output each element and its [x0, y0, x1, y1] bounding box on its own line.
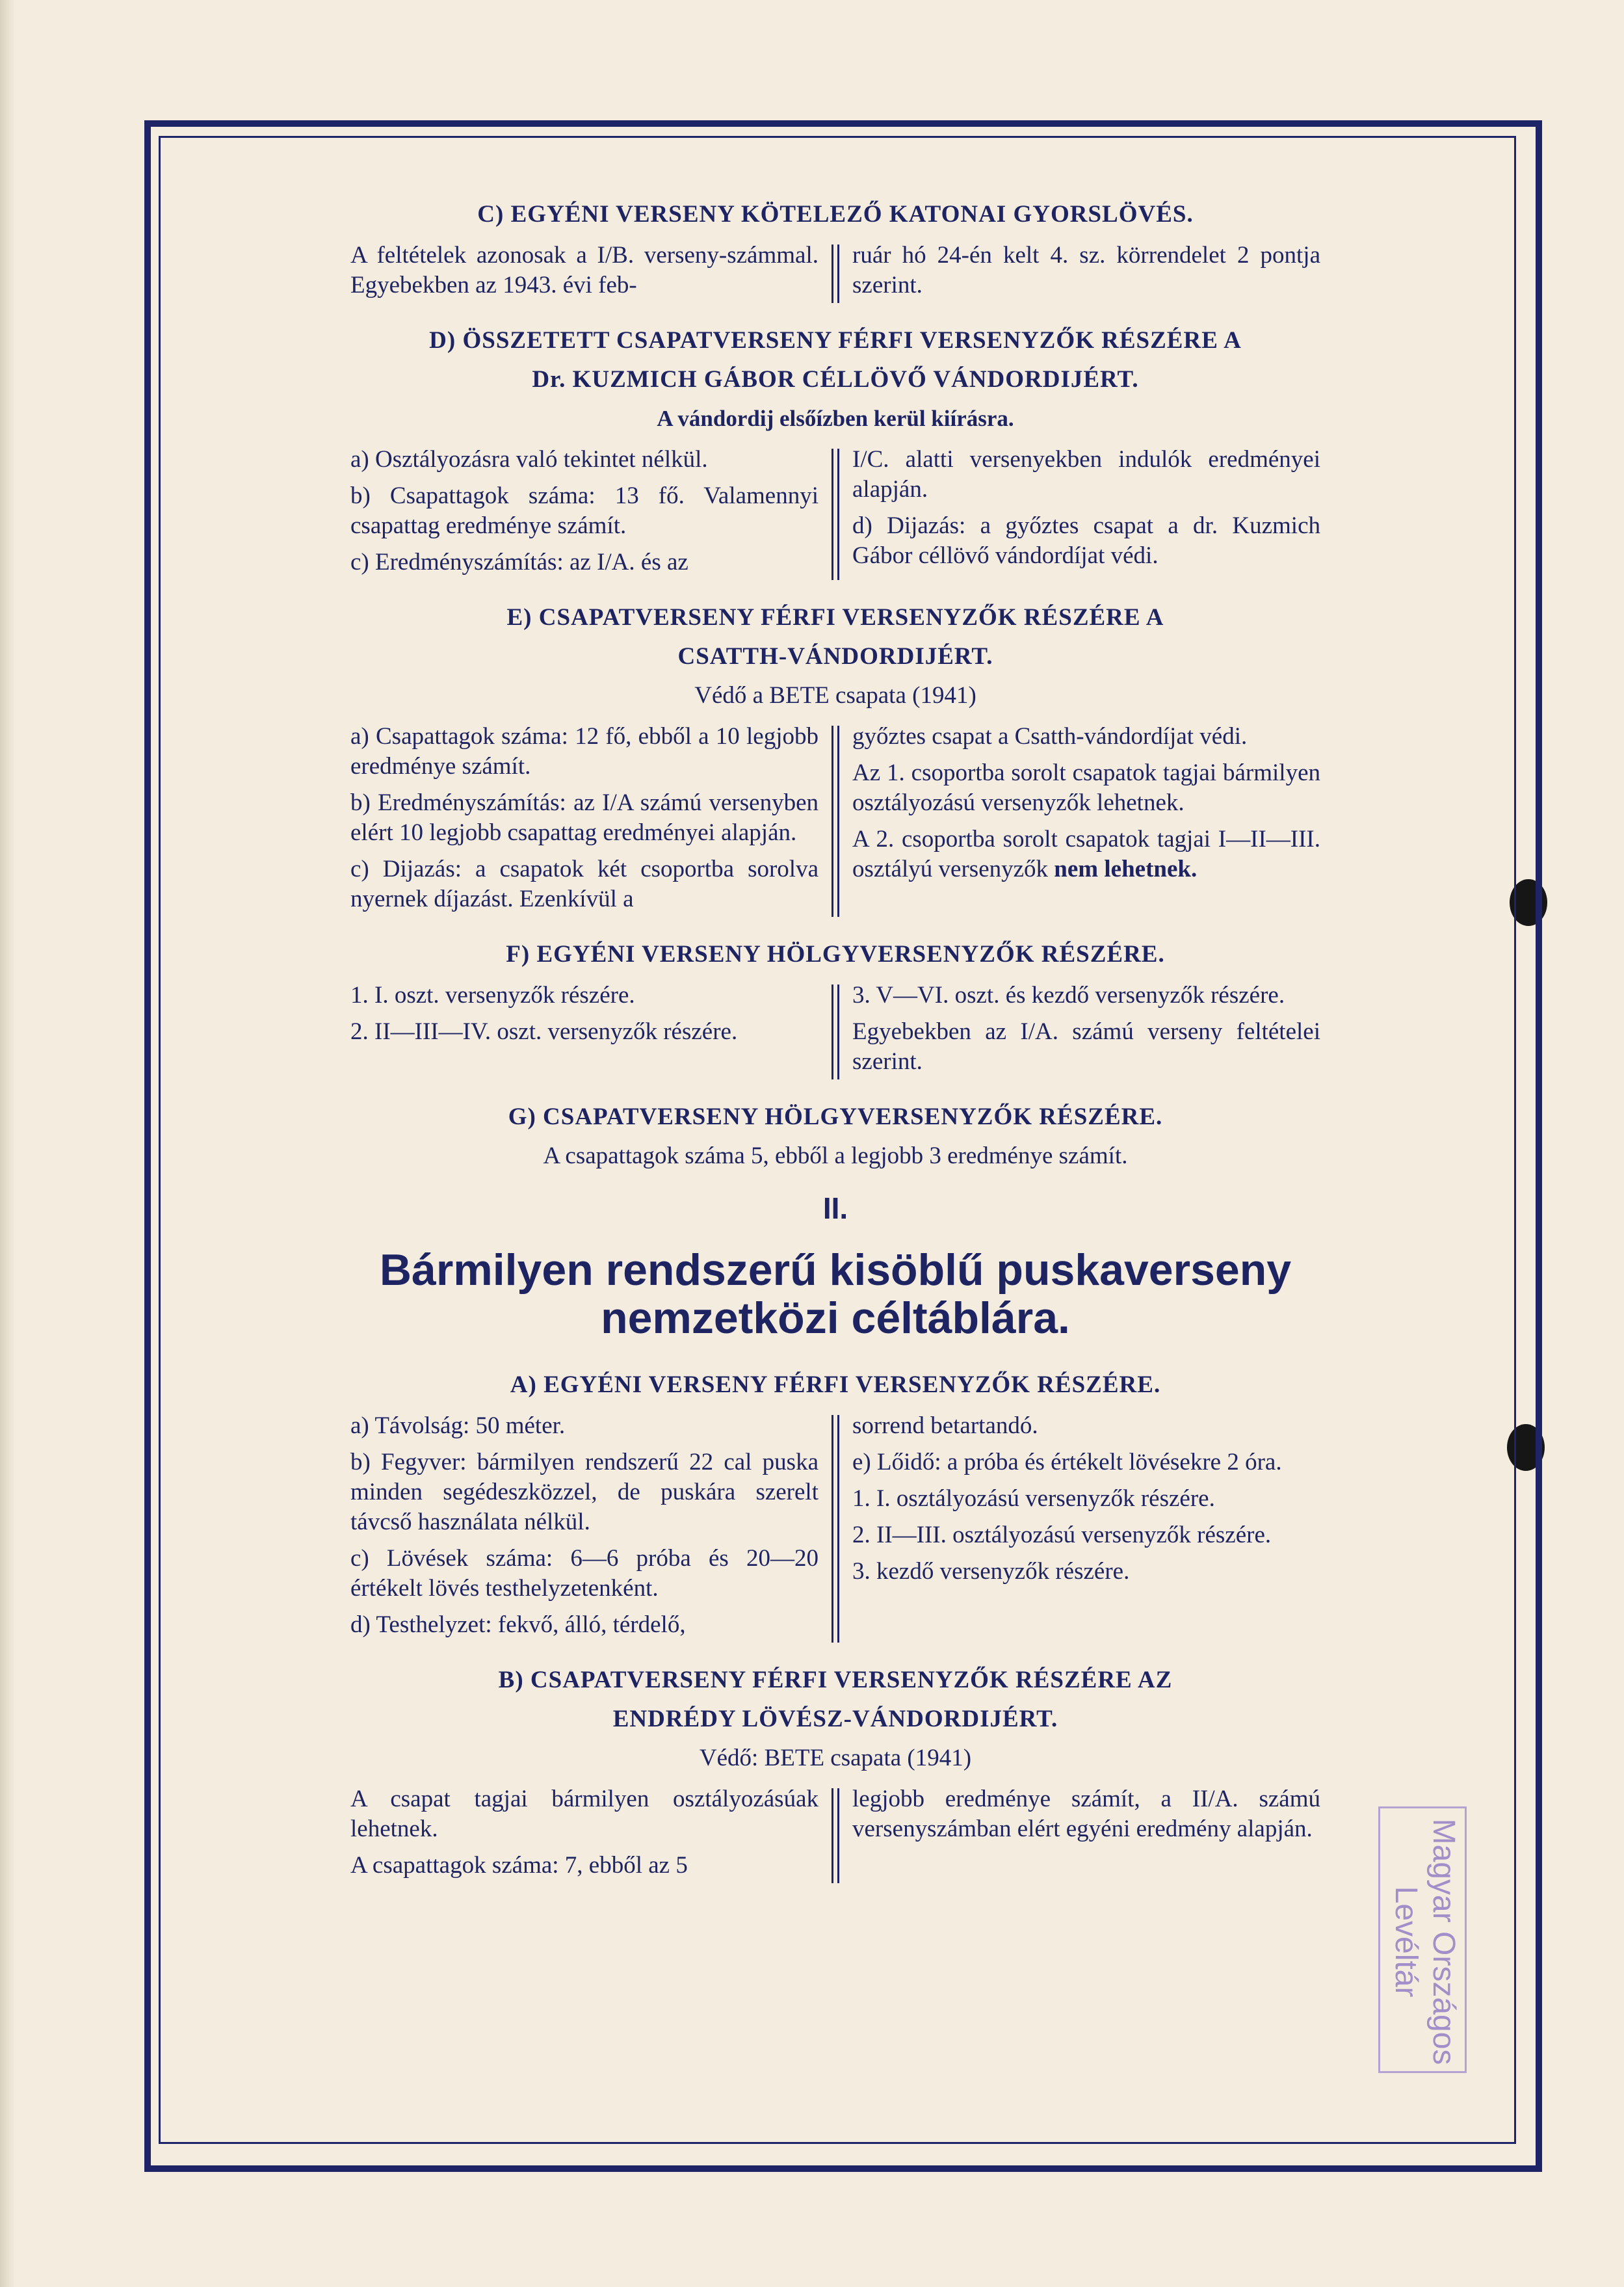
- paragraph: b) Eredményszámítás: az I/A számú versenyben elért 10 legjobb csapattag eredményei alapján.: [350, 789, 819, 846]
- section-g-title: G) CSAPATVERSENY HÖLGYVERSENYZŐK RÉSZÉRE.: [508, 1104, 1163, 1130]
- section-b2-subtitle: Védő: BETE csapata (1941): [699, 1745, 972, 1771]
- headline-line: nemzetközi céltáblára.: [601, 1293, 1070, 1343]
- paragraph: c) Dijazás: a csapatok két csoportba sorolva nyernek díjazást. Ezenkívül a: [350, 856, 819, 912]
- paragraph: Az 1. csoportba sorolt csapatok tagjai bármilyen osztályozású versenyzők lehetnek.: [852, 760, 1320, 816]
- section-f-title: F) EGYÉNI VERSENY HÖLGYVERSENYZŐK RÉSZÉRE.: [506, 941, 1165, 968]
- bold-text: nem lehetnek.: [1054, 856, 1198, 882]
- paragraph: c) Eredményszámítás: az I/A. és az: [350, 549, 688, 575]
- column-divider: [832, 726, 839, 917]
- paragraph-text: A 2. csoportba sorolt csapatok tagjai I—II—III. osztályú versenyzők: [852, 826, 1320, 882]
- column-divider: [832, 245, 839, 303]
- section-g-subtitle: A csapattagok száma 5, ebből a legjobb 3 eredménye számít.: [543, 1143, 1128, 1169]
- section-d-subtitle: A vándordij elsőízben kerül kiírásra.: [657, 406, 1014, 431]
- right-column: [839, 1411, 1320, 1646]
- paragraph: ruár hó 24-én kelt 4. sz. körrendelet 2 pontja szerint.: [852, 242, 1320, 298]
- column-divider: [832, 1788, 839, 1883]
- paragraph: d) Dijazás: a győztes csapat a dr. Kuzmich Gábor céllövő vándordíjat védi.: [852, 512, 1320, 569]
- left-column: [350, 445, 832, 584]
- column-divider: [832, 1415, 839, 1643]
- section-c-title: C) EGYÉNI VERSENY KÖTELEZŐ KATONAI GYORSLÖVÉS.: [477, 201, 1194, 228]
- section-b2-title: B) CSAPATVERSENY FÉRFI VERSENYZŐK RÉSZÉRE AZ: [498, 1667, 1173, 1693]
- paragraph: 1. I. oszt. versenyzők részére.: [350, 982, 635, 1009]
- right-column: [839, 445, 1320, 584]
- section-e-title-2: CSATTH-VÁNDORDIJÉRT.: [677, 643, 993, 670]
- section-d-title: D) ÖSSZETETT CSAPATVERSENY FÉRFI VERSENYZŐK RÉSZÉRE A: [429, 327, 1242, 354]
- paragraph: legjobb eredménye számít, a II/A. számú versenyszámban elért egyéni eredmény alapján.: [852, 1786, 1320, 1842]
- left-column: [350, 981, 832, 1083]
- right-column: [839, 722, 1320, 921]
- paragraph: a) Csapattagok száma: 12 fő, ebből a 10 legjobb eredménye számít.: [350, 723, 819, 780]
- paragraph: a) Osztályozásra való tekintet nélkül.: [350, 446, 708, 473]
- section-f-columns: [170, 981, 1500, 1083]
- left-column: [350, 1411, 832, 1646]
- paragraph: c) Lövések száma: 6—6 próba és 20—20 értékelt lövés testhelyzetenként.: [350, 1545, 819, 1602]
- section-c-columns: [170, 241, 1500, 307]
- paragraph: I/C. alatti versenyekben indulók eredményei alapján.: [852, 446, 1320, 503]
- paragraph: 3. V—VI. oszt. és kezdő versenyzők részére.: [852, 982, 1285, 1009]
- section-a2-title: A) EGYÉNI VERSENY FÉRFI VERSENYZŐK RÉSZÉRE.: [510, 1371, 1161, 1398]
- stamp-line: Levéltár: [1389, 1886, 1423, 1998]
- section-b2-title-2: ENDRÉDY LÖVÉSZ-VÁNDORDIJÉRT.: [612, 1706, 1058, 1732]
- archive-stamp: [1378, 1806, 1467, 2073]
- paragraph: [852, 825, 1320, 884]
- headline-line: Bármilyen rendszerű kisöblű puskaverseny: [379, 1245, 1292, 1295]
- paragraph: A csapattagok száma: 7, ebből az 5: [350, 1852, 688, 1879]
- right-column: [839, 1784, 1320, 1887]
- column-divider: [832, 449, 839, 580]
- section-e-subtitle: Védő a BETE csapata (1941): [694, 682, 976, 709]
- paragraph: A csapat tagjai bármilyen osztályozásúak lehetnek.: [350, 1786, 819, 1842]
- paragraph: A feltételek azonosak a I/B. verseny-számmal. Egyebekben az 1943. évi feb-: [350, 242, 819, 298]
- paragraph: 2. II—III. osztályozású versenyzők részére.: [852, 1522, 1272, 1548]
- section-e-columns: [170, 722, 1500, 921]
- paragraph: b) Csapattagok száma: 13 fő. Valamennyi csapattag eredménye számít.: [350, 483, 819, 539]
- paragraph: b) Fegyver: bármilyen rendszerű 22 cal puska minden segédeszközzel, de puskára szerelt távcső használata nélkül.: [350, 1449, 819, 1535]
- part-headline: [170, 1246, 1500, 1342]
- column-divider: [832, 985, 839, 1079]
- left-column: [350, 1784, 832, 1887]
- section-d-columns: [170, 445, 1500, 584]
- paragraph: 3. kezdő versenyzők részére.: [852, 1558, 1130, 1585]
- paragraph: győztes csapat a Csatth-vándordíjat védi.: [852, 723, 1248, 750]
- paper-edge: [0, 0, 14, 2287]
- part-number: II.: [822, 1191, 848, 1225]
- section-d-title-2: Dr. KUZMICH GÁBOR CÉLLÖVŐ VÁNDORDIJÉRT.: [532, 366, 1139, 393]
- stamp-text: [1387, 1819, 1462, 2065]
- section-b2-columns: [170, 1784, 1500, 1887]
- left-column: [350, 722, 832, 921]
- section-e-title: E) CSAPATVERSENY FÉRFI VERSENYZŐK RÉSZÉRE A: [506, 604, 1164, 631]
- paragraph: 2. II—III—IV. oszt. versenyzők részére.: [350, 1018, 738, 1045]
- paragraph: a) Távolság: 50 méter.: [350, 1412, 566, 1439]
- paragraph: e) Lőidő: a próba és értékelt lövésekre 2 óra.: [852, 1449, 1282, 1475]
- paragraph: d) Testhelyzet: fekvő, álló, térdelő,: [350, 1611, 686, 1638]
- stamp-line: Magyar Országos: [1426, 1818, 1461, 2065]
- right-column: [839, 981, 1320, 1083]
- left-column: [350, 241, 832, 307]
- paragraph: sorrend betartandó.: [852, 1412, 1038, 1439]
- paragraph: Egyebekben az I/A. számú verseny feltételei szerint.: [852, 1018, 1320, 1075]
- section-a2-columns: [170, 1411, 1500, 1646]
- document-body: [170, 195, 1500, 1901]
- right-column: [839, 241, 1320, 307]
- paragraph: 1. I. osztályozású versenyzők részére.: [852, 1485, 1215, 1512]
